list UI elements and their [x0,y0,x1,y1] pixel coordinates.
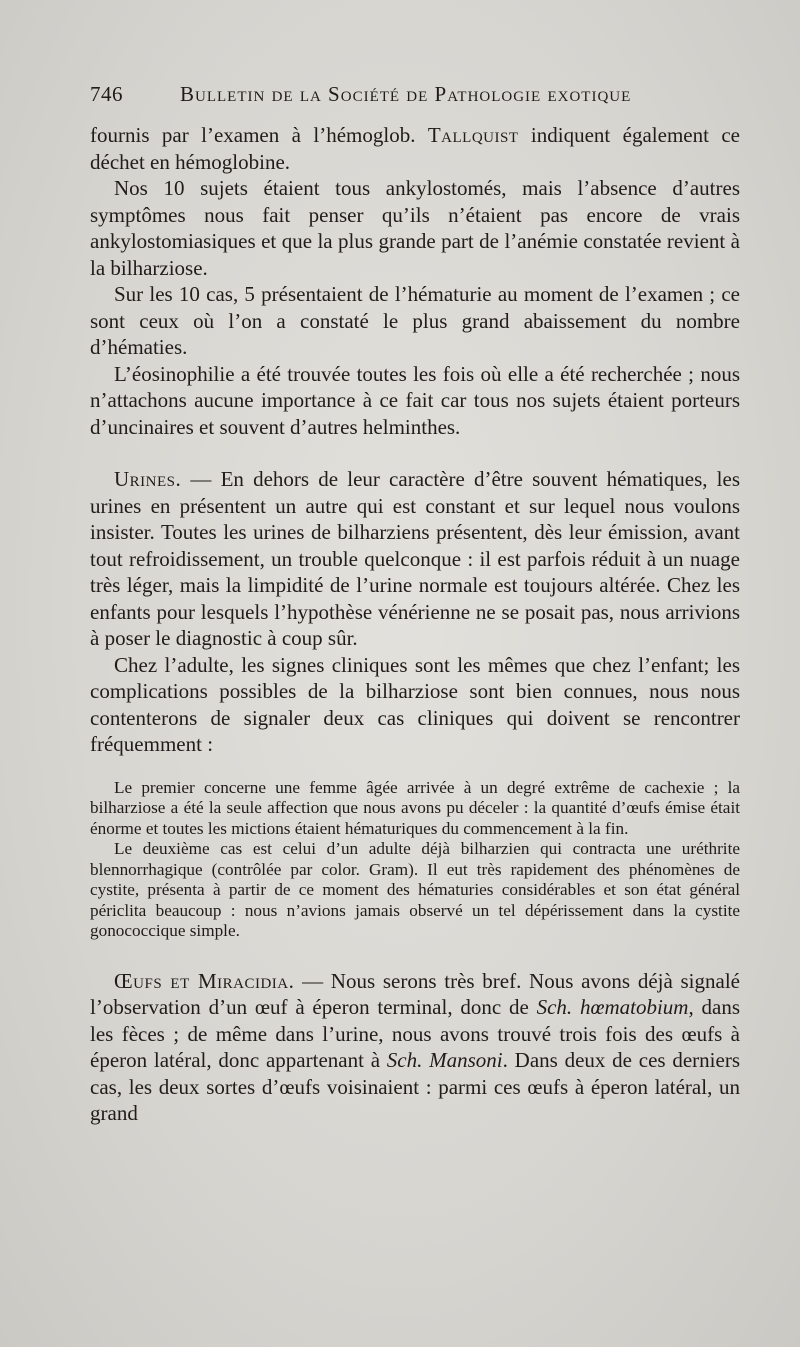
running-title: Bulletin de la Société de Pathologie exotique [180,82,632,106]
page-number: 746 [90,82,123,106]
section-heading-urines: Urines. [114,467,182,491]
paragraph-urines [90,466,740,652]
paragraph-hematuria: Sur les 10 cas, 5 présentaient de l’hématurie au moment de l’examen ; ce sont ceux où l’on a constaté le plus grand abaissement du nombre d’hématies. [90,282,740,359]
paragraph-adult-signs: Chez l’adulte, les signes cliniques sont les mêmes que chez l’enfant; les complications possibles de la bilharziose sont bien connues, nous nous contenterons de signaler deux cas cliniques qui doivent se rencontrer fréquemment : [90,652,740,756]
section-heading-oeufs: Œufs et Miracidia. [114,968,295,993]
text-run: indiquent également ce déchet en hémoglobine. [90,123,740,174]
paragraph-ankylostomes: Nos 10 sujets étaient tous ankylostomés, mais l’absence d’autres symptômes nous fait penser qu’ils n’étaient pas encore de vrais ankylostomiasiques et que la plus grande part de l’anémie constatée revient à la bilharziose. [90,176,740,280]
text-run: , dans les fèces ; de même dans l’urine, nous avons trouvé trois fois des œufs à éperon latéral, donc appartenant à [90,995,741,1072]
paragraph-oeufs [90,968,740,1127]
section-gap [90,942,740,968]
text-run: — Nous serons très bref. Nous avons déjà signalé l’observation d’un œuf à éperon terminal, donc de [90,968,740,1019]
paragraph-hemoglobin [90,122,740,175]
species-name: Sch. Mansoni [386,1048,503,1072]
author-name: Tallquist [427,123,519,147]
case-one-note: Le premier concerne une femme âgée arrivée à un degré extrême de cachexie ; la bilharziose a été la seule affection que nous avons pu déceler : la quantité d’œufs émise était énorme et toutes les mictions étaient hématuriques du commencement à la fin. [90,777,740,838]
text-run: fournis par l’examen à l’hémoglob. [90,123,428,147]
text-run: . Dans deux de ces derniers cas, les deux sortes d’œufs voisinaient : parmi ces œufs à éperon latéral, un grand [90,1048,740,1125]
section-gap [90,440,740,466]
page-header [90,82,740,112]
species-name: Sch. hœmatobium [536,995,689,1019]
body-text [90,122,740,1127]
text-run: — En dehors de leur caractère d’être souvent hématiques, les urines en présentent un autre qui est constant et sur lequel nous voulons insister. Toutes les urines de bilharziens présentent, dès leur émission, avant tout refroidissement, un trouble quelconque : il est parfois réduit à un nuage très léger, mais la limpidité de l’urine normale est toujours altérée. Chez les enfants pour lesquels l’hypothèse vénérienne ne se posait pas, nous arrivions à poser le diagnostic à coup sûr. [90,467,740,650]
case-two-note: Le deuxième cas est celui d’un adulte déjà bilharzien qui contracta une uréthrite blennorrhagique (contrôlée par color. Gram). Il eut très rapidement des phénomènes de cystite, présenta à partir de ce moment des hématuries considérables et son état général périclita beaucoup : nous n’avions jamais observé un tel dépérissement dans la cystite gonococcique simple. [90,839,740,940]
paragraph-eosinophilia: L’éosinophilie a été trouvée toutes les fois où elle a été recherchée ; nous n’attachons aucune importance à ce fait car tous nos sujets étaient porteurs d’uncinaires et souvent d’autres helminthes. [90,361,740,439]
